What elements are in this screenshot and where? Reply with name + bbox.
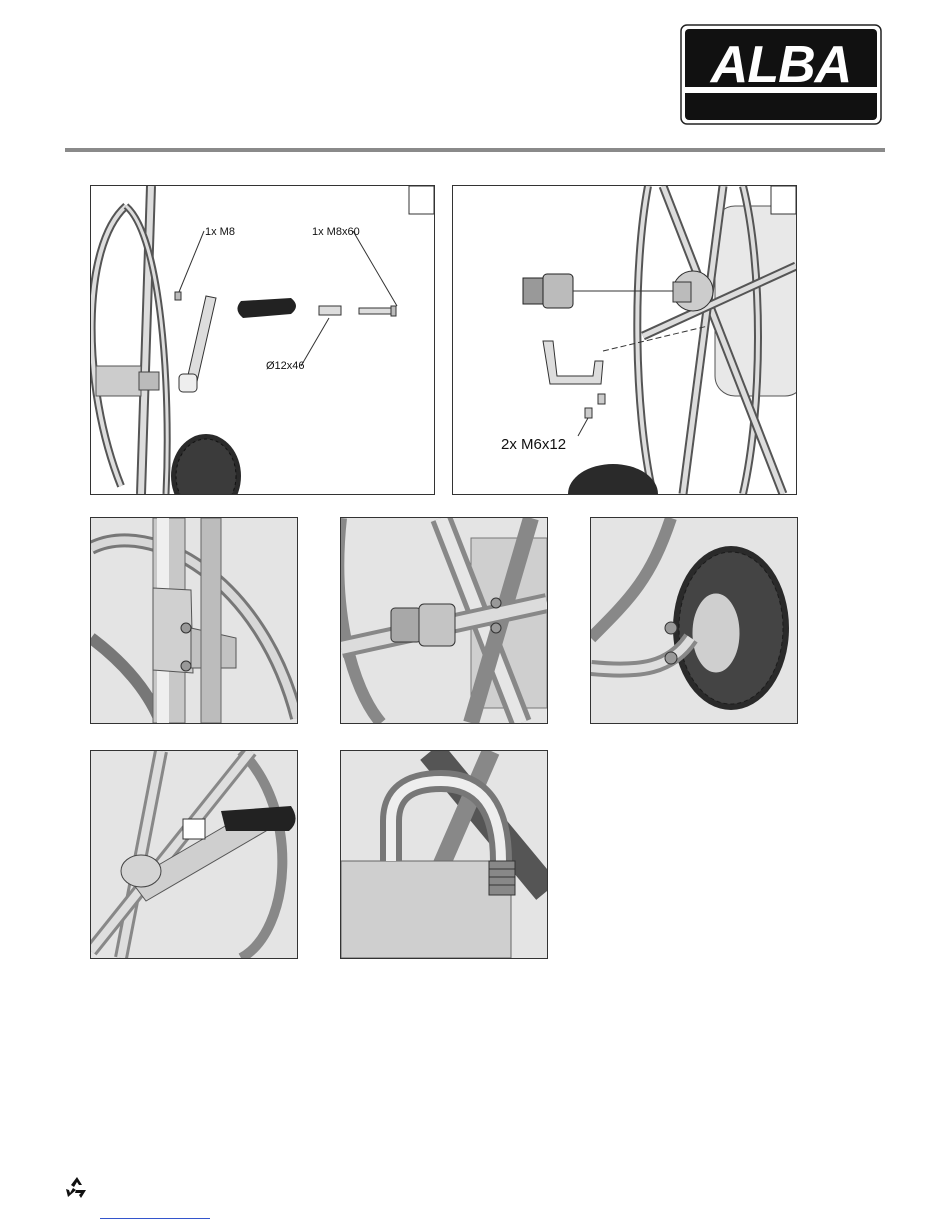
alba-logo	[680, 24, 882, 125]
diagram-crank-assembly	[90, 185, 435, 495]
label-diameter-12x46: Ø12x46	[266, 360, 305, 372]
diagram-hose-connector	[452, 185, 797, 495]
photo-crank-handle	[90, 750, 298, 959]
photo-frame-bracket	[90, 517, 298, 724]
label-m6x12: 2x M6x12	[501, 436, 567, 453]
photo-wheel	[590, 517, 798, 724]
photo-hose-guide	[340, 750, 548, 959]
header-rule	[65, 148, 885, 152]
recycle-icon	[64, 1175, 90, 1201]
label-m8: 1x M8	[205, 226, 235, 238]
label-m8x60: 1x M8x60	[312, 226, 360, 238]
svg-text:ALBA: ALBA	[710, 36, 852, 94]
photo-hose-connector	[340, 517, 548, 724]
footer-link-underline	[100, 1218, 210, 1219]
